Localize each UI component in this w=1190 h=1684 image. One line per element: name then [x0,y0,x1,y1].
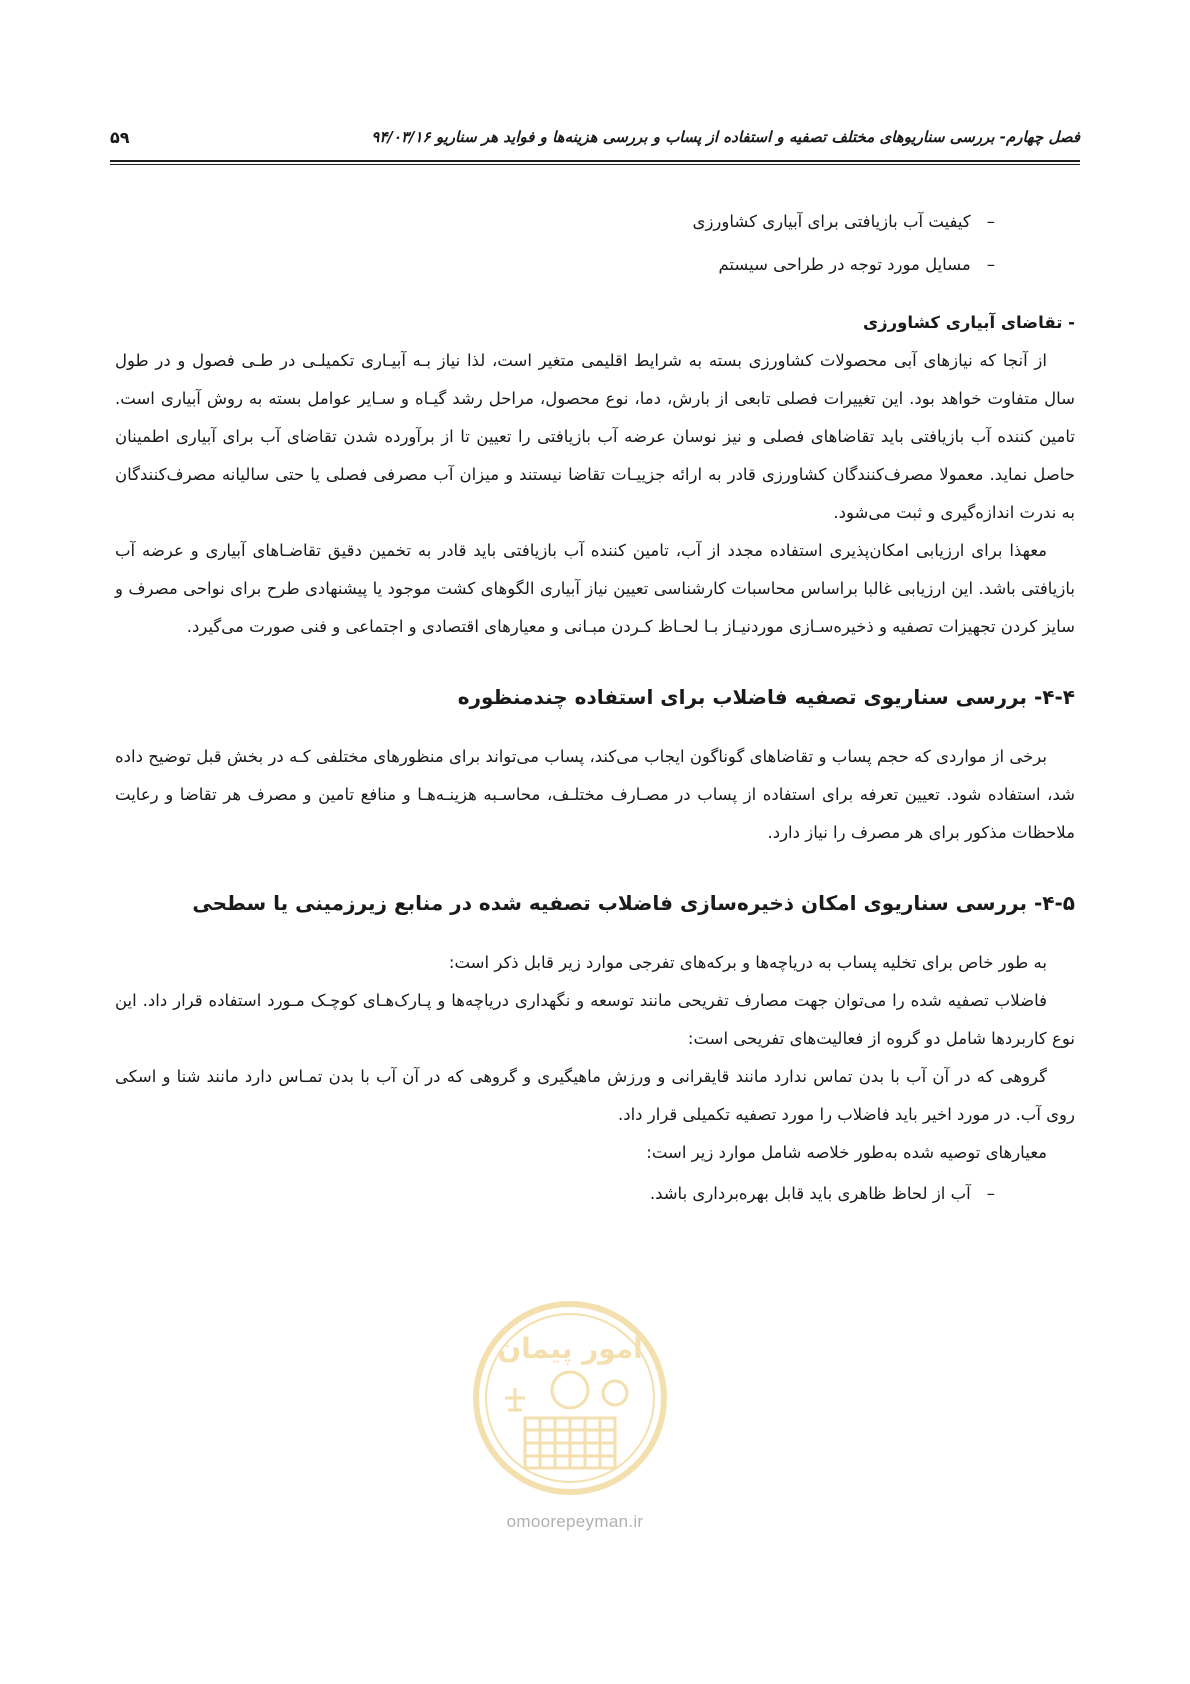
header-title: فصل چهارم- بررسی سناریوهای مختلف تصفیه و استفاده از پساب و بررسی هزینه‌ها و فواید هر سناریو ۹۴/۰۳/۱۶ [371,128,1080,146]
bullet-text: آب از لحاظ ظاهری باید قابل بهره‌برداری باشد. [649,1184,971,1203]
page-header [110,128,1080,158]
watermark-seal-text: امور پیمان [497,1332,643,1365]
section-heading: ۴-۴- بررسی سناریوی تصفیه فاضلاب برای استفاده چندمنظوره [457,685,1075,709]
bullet-item [115,243,995,286]
paragraph: به طور خاص برای تخلیه پساب به دریاچه‌ها و برکه‌های تفرجی موارد زیر قابل ذکر است: [448,953,1047,972]
header-rule [110,160,1080,165]
watermark-site: omoorepeyman.ir [506,1512,644,1531]
bullet-text: مسایل مورد توجه در طراحی سیستم [718,255,971,274]
watermark-seal-icon [470,1298,670,1498]
dash-icon: – [986,1184,995,1203]
paragraph: برخی از مواردی که حجم پساب و تقاضاهای گوناگون ایجاب می‌کند، پساب می‌تواند برای منظورهای مختلفی کـه در بخش قبل توضیح داده شد، استفاده شود. تعیین تعرفه برای استفاده از پساب در مصـارف مختلـف، محاسـبه هزینـه‌هـا و منافع تامین و مصرف هر تقاضا و رعایت ملاحظات مذکور برای هر مصرف را نیاز دارد. [115,747,1075,842]
bullet-text: کیفیت آب بازیافتی برای آبیاری کشاورزی [692,212,971,231]
subsection-heading: - تقاضای آبیاری کشاورزی [863,313,1075,332]
section-heading: ۴-۵- بررسی سناریوی امکان ذخیره‌سازی فاضلاب تصفیه شده در منابع زیرزمینی یا سطحی [192,891,1075,915]
paragraph: از آنجا که نیازهای آبی محصولات کشاورزی بسته به شرایط اقلیمی متغیر است، لذا نیاز بـه آبیـاری تکمیلـی در طـی فصول و در طول سال متفاوت خواهد بود. این تغییرات فصلی تابعی از بارش، دما، نوع محصول، مراحل رشد گیـاه و سـایر عوامل بسته به روش آبیاری است. تامین کننده آب بازیافتی باید تقاضاهای فصلی و نیز نوسان عرضه آب بازیافتی را تعیین تا از برآورده شدن تقاضای آب برای آبیاری اطمینان حاصل نماید. معمولا مصرف‌کنندگان کشاورزی قادر به ارائه جزییـات تقاضا نیستند و میزان آب مصرفی فصلی یا حتی سالیانه مصرف‌کنندگان به ندرت اندازه‌گیری و ثبت می‌شود. [115,351,1075,522]
paragraph: فاضلاب تصفیه شده را می‌توان جهت مصارف تفریحی مانند توسعه و نگهداری دریاچه‌ها و پـارک‌هـای کوچـک مـورد استفاده قرار داد. این نوع کاربردها شامل دو گروه از فعالیت‌های تفریحی است: [115,991,1075,1048]
bullet-item [115,200,995,243]
paragraph: معهذا برای ارزیابی امکان‌پذیری استفاده مجدد از آب، تامین کننده آب بازیافتی باید قادر به تخمین دقیق تقاضـاهای آبیاری و عرضه آب بازیافتی باشد. این ارزیابی غالبا براساس محاسبات کارشناسی تعیین نیاز آبیاری الگوهای کشت موجود یا پیشنهادی طرح برای نواحی مصرف و سایز کردن تجهیزات تصفیه و ذخیره‌سـازی موردنیـاز بـا لحـاظ کـردن مبـانی و معیارهای اقتصادی و اجتماعی و فنی صورت می‌گیرد. [115,541,1075,636]
page-number: ۵۹ [110,128,130,147]
page-body [115,200,1075,1215]
bullet-item [115,1172,995,1215]
dash-icon: – [986,255,995,274]
paragraph: گروهی که در آن آب با بدن تماس ندارد مانند قایقرانی و ورزش ماهیگیری و گروهی که در آن آب با بدن تمـاس دارد مانند شنا و اسکی روی آب. در مورد اخیر باید فاضلاب را مورد تصفیه تکمیلی قرار داد. [115,1067,1075,1124]
dash-icon: – [986,212,995,231]
paragraph: معیارهای توصیه شده به‌طور خلاصه شامل موارد زیر است: [646,1143,1047,1162]
